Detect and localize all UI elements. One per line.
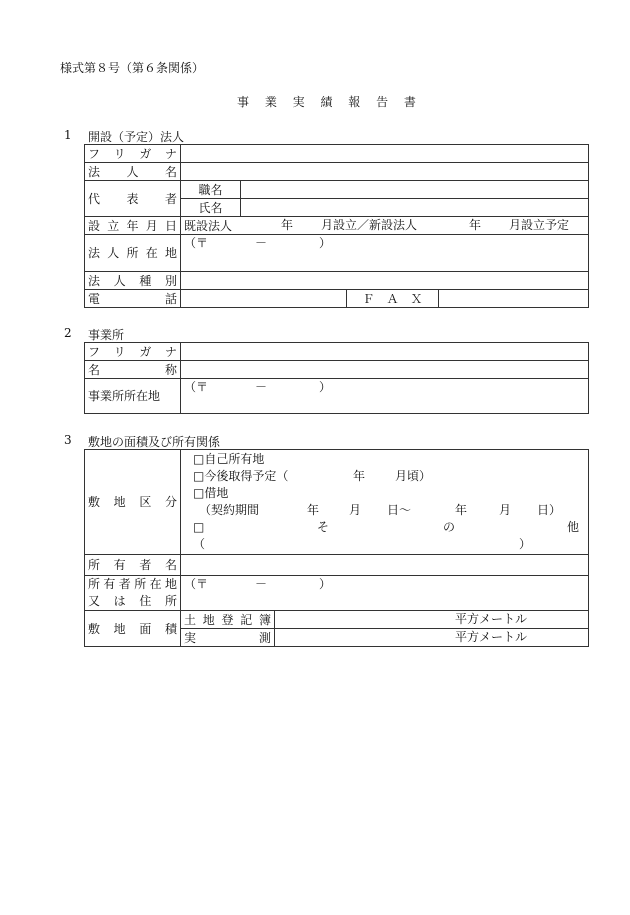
section2-heading: 事業所 [88,328,125,342]
site-area-label: 敷 地 面 積 [85,611,181,647]
s2-furigana-row [85,343,589,361]
owner-addr-label-2: 又 は 住 所 [88,594,177,608]
address-row [85,235,589,272]
lp-nen2: 年 [455,503,468,517]
acq-month: 月頃） [395,469,432,483]
s2-name-row [85,361,589,379]
furigana-field[interactable] [181,145,589,163]
owner-name-label: 所 有 者 名 [85,555,181,576]
area-registry-row [85,611,589,629]
corp-type-row [85,272,589,290]
site-class-field[interactable] [181,450,589,555]
owner-addr-field[interactable] [181,576,589,611]
person-name-field[interactable] [241,199,589,217]
other-no: の [443,520,456,534]
s2-postal-open: （〒 [184,380,209,394]
lp-tsuki2: 月 [499,503,512,517]
est-nen2: 年 [469,218,482,232]
measured-b: 測 [258,630,271,645]
est-existing: 既設法人 [184,218,233,233]
s2-address-field[interactable] [181,379,589,414]
phone-row [85,290,589,308]
opt-lease[interactable]: □借地 [193,486,229,500]
address-label: 法 人 所 在 地 [85,235,181,272]
owner-name-field[interactable] [181,555,589,576]
other-paren-open: （ [193,537,206,551]
corp-name-field[interactable] [181,163,589,181]
s3-postal-close: ） [319,577,332,591]
opt-acquire[interactable]: □今後取得予定（ [193,469,289,483]
section3-table [84,449,589,647]
measured-label [181,629,275,647]
lp-day1: 日～ [387,503,412,517]
section3-number: 3 [64,433,72,447]
section3-heading: 敷地の面積及び所有関係 [88,435,221,449]
acq-nen: 年 [353,469,366,483]
postal-open: （〒 [184,236,209,250]
measured-a: 実 [184,630,197,645]
est-month1: 月設立／新設法人 [321,218,418,232]
site-class-row [85,450,589,555]
established-row [85,217,589,235]
lp-nen1: 年 [307,503,320,517]
postal-dash: － [255,236,268,250]
lp-day2: 日） [537,503,562,517]
corp-type-label: 法 人 種 別 [85,272,181,290]
corp-type-field[interactable] [181,272,589,290]
furigana-label: フ リ ガ ナ [85,145,181,163]
est-nen1: 年 [281,218,294,232]
s2-name-field[interactable] [181,361,589,379]
owner-addr-row [85,576,589,611]
rep-title-row [85,181,589,199]
other-so: そ [317,520,330,534]
s2-address-label: 事業所所在地 [85,379,181,414]
opt-other-box[interactable]: □ [193,520,205,534]
section2-table [84,342,589,414]
lease-period: （契約期間 [199,503,260,517]
corp-name-label: 法 人 名 [85,163,181,181]
section1-heading: 開設（予定）法人 [88,130,185,144]
other-paren-close: ） [519,537,532,551]
established-field[interactable] [181,217,589,235]
fax-field[interactable] [439,290,589,308]
phone-field[interactable] [181,290,347,308]
sqm-unit-1: 平方メートル [455,612,528,626]
other-ta: 他 [567,520,580,534]
established-label: 設 立 年 月 日 [85,217,181,235]
sqm-unit-2: 平方メートル [455,630,528,644]
s2-address-row [85,379,589,414]
s2-furigana-label: フ リ ガ ナ [85,343,181,361]
section1-table [84,144,589,308]
opt-owned[interactable]: □自己所有地 [193,452,265,466]
postal-close: ） [319,236,332,250]
person-name-label: 氏名 [181,199,241,217]
job-title-label: 職名 [181,181,241,199]
owner-addr-label [85,576,181,611]
representative-label: 代 表 者 [85,181,181,217]
registry-label: 土 地 登 記 簿 [181,611,275,629]
s2-name-label: 名 称 [85,361,181,379]
s2-furigana-field[interactable] [181,343,589,361]
registry-field[interactable] [275,611,589,629]
fax-label: Ｆ Ａ Ｘ [347,290,439,308]
corp-name-row [85,163,589,181]
s3-postal-open: （〒 [184,577,209,591]
measured-field[interactable] [275,629,589,647]
lp-tsuki1: 月 [349,503,362,517]
address-field[interactable] [181,235,589,272]
s2-postal-dash: － [255,380,268,394]
job-title-field[interactable] [241,181,589,199]
site-class-label: 敷 地 区 分 [85,450,181,555]
s2-postal-close: ） [319,380,332,394]
form-label: 様式第８号（第６条関係） [60,61,205,75]
section1-number: 1 [64,128,72,142]
phone-label: 電 話 [85,290,181,308]
owner-name-row [85,555,589,576]
page-title: 事 業 実 績 報 告 書 [237,95,422,109]
owner-addr-label-1: 所有者所在地 [88,577,177,591]
section2-number: 2 [64,326,72,340]
s3-postal-dash: － [255,577,268,591]
furigana-row [85,145,589,163]
est-month2: 月設立予定 [509,218,570,232]
